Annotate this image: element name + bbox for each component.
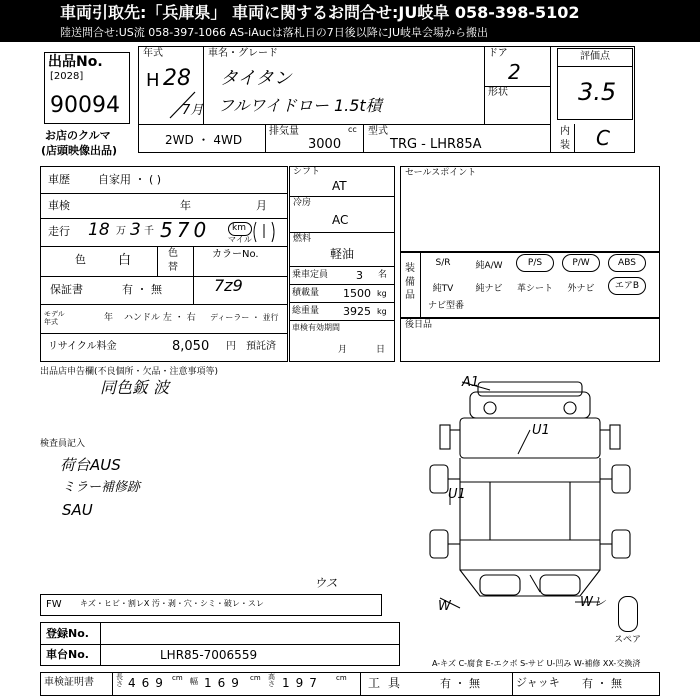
header-line-2: 陸送問合せ:US流 058-397-1066 AS-iAucは落札日の7日後以降にJU岐阜会場から搬出 bbox=[60, 26, 489, 39]
rireki-value: 自家用 ・ ( ) bbox=[98, 173, 162, 186]
length-value: 469 bbox=[128, 676, 169, 690]
handle-label: ハンドル 左 ・ 右 bbox=[124, 313, 196, 323]
seller-notes-label: 出品店申告欄(不良個所・欠品・注意事項等) bbox=[40, 367, 219, 377]
shift-label: シフト bbox=[293, 167, 321, 177]
chassis-value: LHR85-7006559 bbox=[160, 648, 258, 662]
capacity-unit: 名 bbox=[378, 270, 388, 280]
inspector-label: 検査員記入 bbox=[40, 439, 86, 449]
registration-label: 登録No. bbox=[46, 627, 89, 640]
kenshu-label: 車検 bbox=[48, 199, 70, 212]
listing-label: 出品No. bbox=[48, 54, 103, 70]
equip-navi: 純ナビ bbox=[475, 284, 503, 294]
score-label: 評価点 bbox=[580, 51, 610, 62]
shop-label-2: (店頭映像出品) bbox=[41, 144, 118, 157]
legend-items: キズ・ヒビ・割レX 汚・剥・穴・シミ・破レ・スレ bbox=[80, 599, 264, 608]
equip-airbag: エアB bbox=[608, 277, 646, 295]
shop-label-1: お店のクルマ bbox=[45, 129, 111, 142]
fuel-label: 燃料 bbox=[293, 234, 312, 244]
color-label: 色 bbox=[75, 253, 86, 266]
color-value: 白 bbox=[118, 253, 132, 268]
listing-number: 90094 bbox=[50, 93, 120, 118]
mileage-label: 走行 bbox=[48, 225, 70, 238]
expiry-month: 月 bbox=[338, 345, 348, 355]
doors-label: ドア bbox=[488, 48, 508, 59]
kenshu-month: 月 bbox=[256, 199, 267, 212]
mileage-rest: 570 bbox=[160, 218, 211, 242]
mileage-paren bbox=[250, 220, 280, 244]
mark-u1-top: U1 bbox=[532, 423, 550, 438]
gross-unit: kg bbox=[377, 307, 387, 316]
displacement-label: 排気量 bbox=[269, 126, 299, 137]
mileage-unit-km: km bbox=[232, 223, 246, 233]
width-value: 169 bbox=[204, 676, 245, 690]
inspector-line-3: SAU bbox=[62, 501, 93, 519]
equip-ps: P/S bbox=[516, 254, 554, 272]
sales-point-label: セールスポイント bbox=[405, 168, 477, 178]
ac-label: 冷房 bbox=[293, 198, 312, 208]
load-value: 1500 bbox=[343, 287, 371, 300]
length-unit: cm bbox=[172, 674, 183, 682]
legend-fw: FW bbox=[46, 599, 62, 610]
color-change-1: 色 bbox=[168, 248, 178, 259]
year-value: 28 bbox=[163, 66, 191, 91]
mark-u1-side: U1 bbox=[448, 487, 466, 502]
capacity-value: 3 bbox=[356, 269, 363, 282]
spare-circle bbox=[618, 596, 638, 632]
load-label: 積載量 bbox=[292, 288, 320, 298]
mark-w-rear-right: Wレ bbox=[580, 595, 606, 610]
type-value: TRG - LHR85A bbox=[390, 137, 482, 152]
color-change-2: 替 bbox=[168, 262, 178, 273]
score-value: 3.5 bbox=[578, 78, 617, 106]
rireki-label: 車歴 bbox=[48, 173, 70, 186]
warranty-value: 有 ・ 無 bbox=[122, 283, 162, 296]
interior-label-2: 装 bbox=[560, 140, 570, 151]
drive-value: 2WD ・ 4WD bbox=[165, 133, 243, 147]
width-unit: cm bbox=[250, 674, 261, 682]
spare-label: スペア bbox=[614, 635, 642, 645]
jack-value: 有 ・ 無 bbox=[582, 677, 622, 690]
load-unit: kg bbox=[377, 289, 387, 298]
capacity-label: 乗車定員 bbox=[292, 270, 329, 280]
equip-sr: S/R bbox=[435, 258, 451, 268]
post-install-label: 後日品 bbox=[405, 320, 433, 330]
shift-value: AT bbox=[332, 179, 347, 193]
year-slash bbox=[150, 90, 200, 120]
year-era: H bbox=[146, 70, 160, 91]
width-label: 幅 bbox=[190, 677, 198, 686]
recycle-status: 預託済 bbox=[246, 341, 276, 352]
header-line-1: 車両引取先:「兵庫県」 車両に関するお問合せ:JU岐阜 058-398-5102 bbox=[60, 3, 580, 22]
gross-value: 3925 bbox=[343, 305, 371, 318]
mark-w-rear-left: W bbox=[438, 599, 451, 614]
expiry-label: 車検有効期間 bbox=[292, 323, 340, 332]
mileage-unit-mile: マイル bbox=[228, 235, 252, 244]
seller-notes-text: 同色鈑 波 bbox=[100, 378, 170, 397]
mileage-man-unit: 万 bbox=[116, 226, 126, 237]
equip-ext-navi: 外ナビ bbox=[567, 284, 595, 294]
dealer-label: ディーラー ・ 並行 bbox=[210, 313, 279, 322]
recycle-label: リサイクル料金 bbox=[48, 341, 117, 352]
year-month: 7月 bbox=[182, 103, 204, 118]
mileage-man: 18 bbox=[88, 220, 110, 240]
kenshu-year: 年 bbox=[180, 199, 191, 212]
interior-label-1: 内 bbox=[560, 126, 570, 137]
equipment-label: 装備品 bbox=[405, 263, 415, 301]
recycle-value: 8,050 bbox=[172, 339, 210, 354]
height-value: 197 bbox=[282, 676, 323, 690]
jack-label: ジャッキ bbox=[516, 676, 560, 689]
height-label: 高さ bbox=[268, 673, 275, 688]
mileage-sen-unit: 千 bbox=[144, 226, 154, 237]
length-label: 長さ bbox=[116, 673, 123, 688]
color-no-label: カラーNo. bbox=[212, 249, 259, 260]
displacement-unit: cc bbox=[348, 125, 357, 134]
interior-value: C bbox=[596, 126, 610, 150]
shape-label: 形状 bbox=[488, 87, 508, 98]
sales-point-frame bbox=[400, 166, 660, 252]
gross-label: 総重量 bbox=[292, 306, 320, 316]
mileage-sen: 3 bbox=[130, 220, 141, 240]
year-label: 年式 bbox=[143, 48, 163, 59]
cert-label: 車検証明書 bbox=[44, 677, 94, 688]
tools-value: 有 ・ 無 bbox=[440, 677, 480, 690]
doors-value: 2 bbox=[508, 60, 521, 84]
inspector-line-2: ミラー補修跡 bbox=[62, 480, 141, 495]
post-install-frame bbox=[400, 318, 660, 362]
model-name: タイタン bbox=[220, 68, 292, 89]
model-year-label: モデル年式 bbox=[44, 310, 65, 327]
model-label: 車名・グレード bbox=[208, 48, 278, 59]
fuel-value: 軽油 bbox=[330, 247, 355, 261]
displacement-value: 3000 bbox=[308, 137, 342, 152]
header-bar bbox=[0, 0, 700, 42]
tools-label: 工具 bbox=[368, 676, 409, 690]
height-unit: cm bbox=[336, 674, 347, 682]
inspector-line-1: 荷台AUS bbox=[60, 456, 121, 474]
mark-us: ウス bbox=[314, 576, 338, 590]
type-label: 型式 bbox=[368, 126, 388, 137]
mark-a1: A1 bbox=[462, 375, 480, 390]
equip-alloy: 純A/W bbox=[475, 261, 503, 271]
recycle-unit: 円 bbox=[226, 341, 236, 352]
expiry-day: 日 bbox=[376, 345, 386, 355]
equip-tv: 純TV bbox=[432, 284, 454, 294]
vehicle-diagram bbox=[400, 370, 660, 615]
listing-sub: [2028] bbox=[50, 71, 84, 82]
navi-model-label: ナビ型番 bbox=[428, 301, 465, 311]
damage-key: A-キズ C-腐食 E-エクボ S-サビ U-凹み W-補修 XX-交換済 bbox=[432, 659, 641, 668]
equip-leather: 革シート bbox=[516, 284, 553, 294]
equip-pw: P/W bbox=[562, 254, 600, 272]
chassis-label: 車台No. bbox=[46, 648, 89, 661]
equip-abs: ABS bbox=[608, 254, 646, 272]
model-year-unit: 年 bbox=[104, 313, 114, 323]
color-no-value: 7z9 bbox=[214, 276, 243, 295]
model-grade: フルワイドロー 1.5t積 bbox=[218, 96, 382, 115]
warranty-label: 保証書 bbox=[50, 283, 83, 296]
ac-value: AC bbox=[332, 213, 349, 227]
